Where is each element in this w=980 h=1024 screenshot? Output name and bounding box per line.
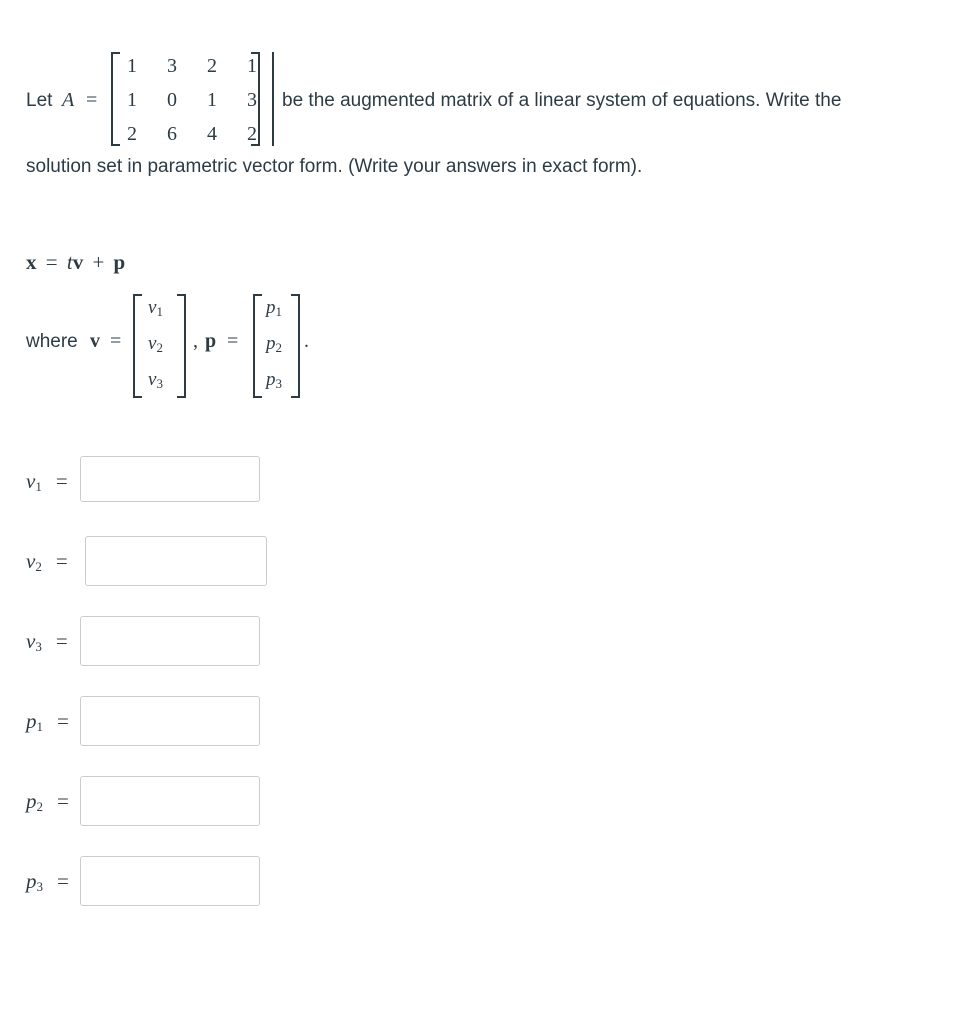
where-period: . (304, 330, 309, 352)
parameter-t: t (66, 250, 73, 274)
answer-label-p1: $p_1$ = (26, 709, 69, 734)
formula-equals: = (45, 250, 58, 274)
question-text-line1: be the augmented matrix of a linear system of equations. Write the (282, 90, 842, 111)
formula-plus: + (92, 250, 105, 274)
p3-answer-input[interactable] (80, 856, 260, 906)
where-label: where (26, 331, 78, 352)
p1-entry: $p_1$ (266, 297, 282, 319)
vector-x: x (26, 250, 37, 274)
matrix-cell: 3 (167, 55, 177, 77)
matrix-cell: 1 (127, 55, 137, 77)
matrix-cell: 6 (167, 123, 177, 145)
p-left-bracket (253, 294, 262, 398)
p2-answer-input[interactable] (80, 776, 260, 826)
matrix-cell: 2 (247, 123, 257, 145)
p3-entry: $p_3$ (266, 369, 282, 391)
v3-answer-input[interactable] (80, 616, 260, 666)
matrix-cell: 1 (127, 89, 137, 111)
matrix-cell: 2 (127, 123, 137, 145)
equals-sign: = (86, 89, 98, 111)
v1-entry: $v_1$ (148, 297, 163, 319)
matrix-cell: 2 (207, 55, 217, 77)
augment-divider (272, 52, 274, 146)
p1-answer-input[interactable] (80, 696, 260, 746)
v-right-bracket (177, 294, 186, 398)
v1-answer-input[interactable] (80, 456, 260, 502)
v-symbol: v (90, 330, 100, 352)
answer-label-v3: $v_3$ = (26, 629, 68, 654)
matrix-cell: 3 (247, 89, 257, 111)
where-equals-v: = (110, 330, 122, 352)
answer-label-p2: $p_2$ = (26, 789, 69, 814)
where-equals-p: = (227, 330, 239, 352)
v2-answer-input[interactable] (85, 536, 267, 586)
question-text-line2: solution set in parametric vector form. (Write your answers in exact form). (26, 156, 643, 177)
answer-label-v2: $v_2$ = (26, 549, 68, 574)
vector-v: v (72, 250, 84, 274)
matrix-cell: 1 (247, 55, 257, 77)
answer-label-p3: $p_3$ = (26, 869, 69, 894)
p-symbol: p (205, 330, 217, 352)
where-comma: , (193, 330, 198, 352)
v2-entry: $v_2$ (148, 333, 163, 355)
vector-p: p (113, 250, 126, 274)
p-right-bracket (291, 294, 300, 398)
matrix-cell: 1 (207, 89, 217, 111)
v-left-bracket (133, 294, 142, 398)
let-label: Let (26, 90, 53, 111)
answer-label-v1: $v_1$ = (26, 469, 68, 494)
matrix-cell: 0 (167, 89, 177, 111)
p2-entry: $p_2$ (266, 333, 282, 355)
parametric-formula (26, 250, 125, 275)
matrix-symbol: A (62, 89, 75, 111)
matrix-cell: 4 (207, 123, 217, 145)
v3-entry: $v_3$ (148, 369, 163, 391)
